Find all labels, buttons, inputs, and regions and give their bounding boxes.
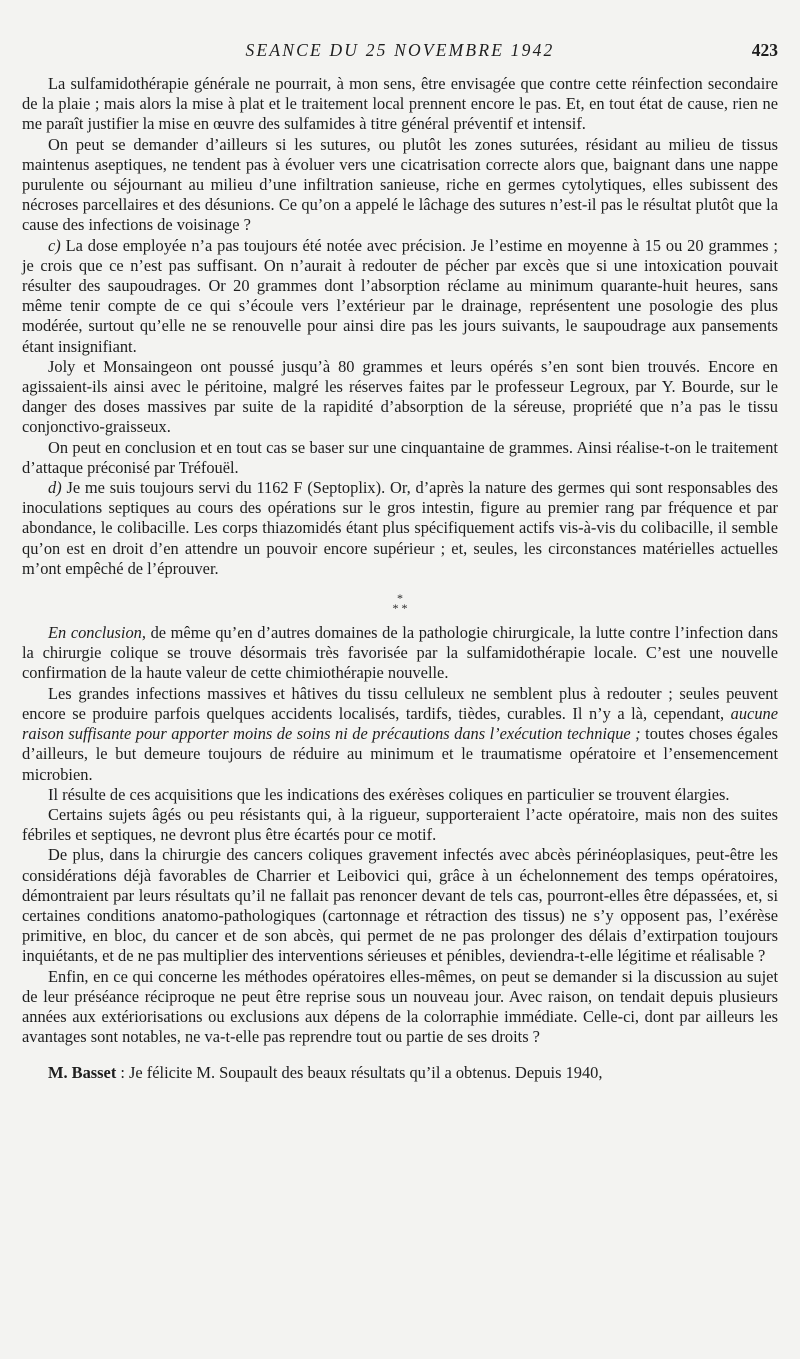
- paragraph: Enfin, en ce qui concerne les méthodes opératoires elles-mêmes, on peut se demander si la discussion au sujet de leur préséance réciproque ne peut être reprise sous un nouveau jour. Avec raison, on tendait depuis plusieurs années aux extériorisations ou exclusions aux dépens de la colorraphie immédiate. Celle-ci, dont par ailleurs les avantages sont notables, ne va-t-elle pas reprendre tout ou partie de ses droits ?: [22, 966, 778, 1047]
- paragraph: Certains sujets âgés ou peu résistants qui, à la rigueur, supporteraient l’acte opératoire, mais non des suites fébriles et septiques, ne devront plus être écartés pour ce motif.: [22, 804, 778, 845]
- speaker-name: M. Basset: [48, 1063, 117, 1083]
- paragraph: De plus, dans la chirurgie des cancers coliques gravement infectés avec abcès périnéoplasiques, peut-être les considérations déjà favorables de Charrier et Leibovici qui, grâce à un échelonnement des temps opératoires, démontraient par leurs résultats qu’il ne fallait pas renoncer devant de tels cas, pourront-elles être dépassées, et, si certaines conditions anatomo-pathologiques (cartonnage et rétraction des tissus) ne s’y opposent pas, l’exérèse primitive, en bloc, du cancer et de son abcès, qui permet de ne pas prolonger des délais d’extirpation toujours inquiétants, et de ne pas multiplier des interventions sérieuses et pénibles, deviendra-t-elle légitime et réalisable ?: [22, 845, 778, 966]
- list-label: d): [48, 478, 62, 498]
- paragraph: La sulfamidothérapie générale ne pourrait, à mon sens, être envisagée que contre cette réinfection secondaire de la plaie ; mais alors la mise à plat et le traitement local prennent encore le pas. Et, en tout état de cause, rien ne me paraît justifier la mise en œuvre des sulfamides à titre général préventif et intensif.: [22, 74, 778, 134]
- paragraph-text: : Je félicite M. Soupault des beaux résultats qu’il a obtenus. Depuis 1940,: [116, 1063, 603, 1083]
- page-number: 423: [751, 40, 778, 60]
- paragraph-text: Les grandes infections massives et hâtives du tissu celluleux ne semblent plus à redouter ; seules peuvent encore se produire parfois quelques accidents localisés, tardifs, tièdes, curables. Il n’y a là, cependant,: [22, 683, 778, 723]
- paragraph: [22, 623, 778, 684]
- separator-star-top: *: [397, 591, 403, 606]
- paragraph: [22, 1063, 778, 1083]
- paragraph-text: de même qu’en d’autres domaines de la pathologie chirurgicale, la lutte contre l’infection dans la chirurgie colique se trouve désormais très favorisée par la sulfamidothérapie locale. C’est une nouvelle confirmation de la haute valeur de cette chimiothérapie nouvelle.: [22, 623, 778, 683]
- paragraph-text: La dose employée n’a pas toujours été notée avec précision. Je l’estime en moyenne à 15 ou 20 grammes ; je crois que ce n’est pas suffisant. On n’aurait à redouter de pécher par excès que si une intoxication pouvait résulter des saupoudrages. Or 20 grammes dont l’absorption réclame au minimum quarante-huit heures, sans même tenir compte de ce qui s’écoule vers l’extérieur par le drainage, représentent une posologie des plus modérée, surtout qu’elle ne se renouvelle pour ainsi dire pas les jours suivants, le saupoudrage aux pansements étant insignifiant.: [22, 235, 778, 356]
- conclusion-lead: En conclusion,: [48, 623, 146, 643]
- paragraph: [22, 478, 778, 579]
- paragraph-text: Je me suis toujours servi du 1162 F (Septoplix). Or, d’après la nature des germes qui sont responsables des inoculations septiques au cours des opérations sur le gros intestin, figure au premier rang par fréquence et par abondance, le colibacille. Les corps thiazomidés étant plus spécifiquement actifs vis-à-vis du colibacille, il semble qu’on est en droit d’en attendre un pouvoir encore supérieur ; et, seules, les circonstances matérielles actuelles m’ont empêché de l’éprouver.: [22, 478, 778, 578]
- article-body: [22, 74, 778, 1084]
- section-separator: [22, 591, 778, 616]
- paragraph: On peut en conclusion et en tout cas se baser sur une cinquantaine de grammes. Ainsi réalise-t-on le traitement d’attaque préconisé par Tréfouël.: [22, 437, 778, 477]
- paragraph: [22, 236, 778, 357]
- list-label: c): [48, 235, 61, 255]
- paragraph: On peut se demander d’ailleurs si les sutures, ou plutôt les zones suturées, résidant au milieu de tissus maintenus aseptiques, ne tendent pas à évoluer vers une cicatrisation correcte alors que, baignant dans une nappe purulente ou séjournant au milieu d’une infiltration sanieuse, riche en germes cytolytiques, elles subissent des nécroses parcellaires et des désunions. Ce qu’on a appelé le lâchage des sutures n’est-il pas le résultat plutôt que la cause des infections de voisinage ?: [22, 134, 778, 235]
- emphasized-text: aucune raison suffisante pour apporter moins de soins ni de précautions dans l’exécution technique ;: [22, 703, 778, 744]
- paragraph-text: toutes choses égales d’ailleurs, le but demeure toujours de réduire au minimum et le traumatisme opératoire et l’ensemencement microbien.: [22, 724, 778, 784]
- running-title: SEANCE DU 25 NOVEMBRE 1942: [245, 40, 555, 60]
- paragraph: [22, 684, 778, 785]
- paragraph: Il résulte de ces acquisitions que les indications des exérèses coliques en particulier se trouvent élargies.: [48, 784, 730, 804]
- paragraph: Joly et Monsaingeon ont poussé jusqu’à 80 grammes et leurs opérés s’en sont bien trouvés. Encore en agissaient-ils ainsi avec le péritoine, malgré les réserves faites par le professeur Legroux, par Y. Bourde, sur le danger des doses massives par suite de la rapidité d’absorption de la séreuse, propriété que n’a pas le tissu conjonctivo-graisseux.: [22, 356, 778, 437]
- separator-star-bottom: * *: [392, 601, 408, 616]
- page-header: [0, 40, 800, 64]
